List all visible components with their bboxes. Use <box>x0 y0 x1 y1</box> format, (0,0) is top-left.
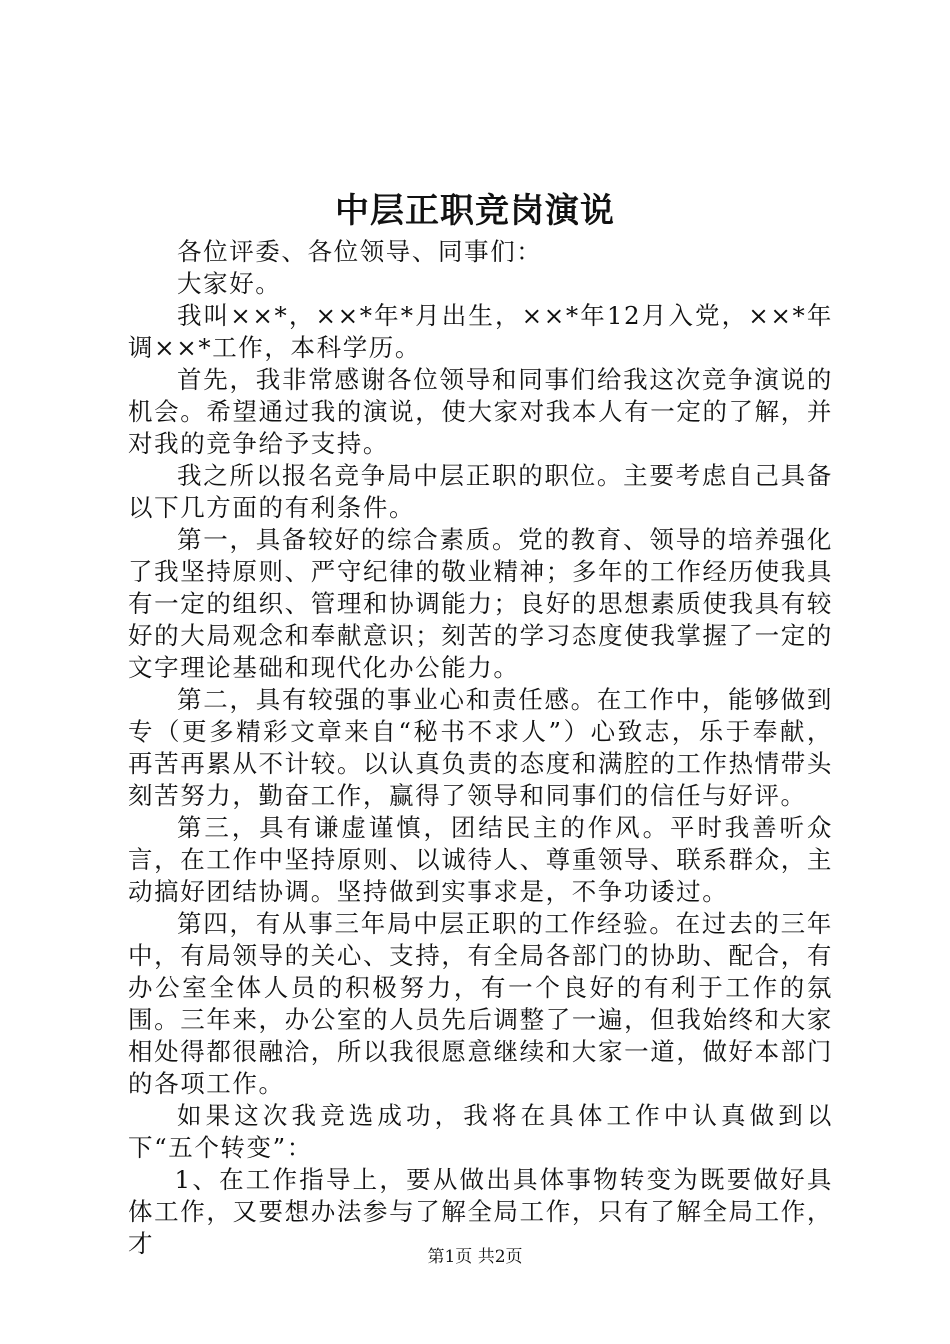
paragraph-thanks: 首先，我非常感谢各位领导和同事们给我这次竞争演说的机会。希望通过我的演说，使大家对我本人有一定的了解，并对我的竞争给予支持。 <box>128 365 833 458</box>
page-footer: 第1页 共2页 <box>427 1247 523 1267</box>
paragraph-fourth-point: 第四，有从事三年局中层正职的工作经验。在过去的三年中，有局领导的关心、支持，有全局各部门的协助、配合，有办公室全体人员的积极努力，有一个良好的有利于工作的氛围。三年来，办公室的人员先后调整了一遍，但我始终和大家相处得都很融洽，所以我很愿意继续和大家一道，做好本部门的各项工作。 <box>128 909 833 1098</box>
paragraph-five-changes: 如果这次我竞选成功，我将在具体工作中认真做到以下“五个转变”： <box>128 1101 833 1162</box>
paragraph-salutation: 各位评委、各位领导、同事们： <box>177 237 543 266</box>
paragraph-first-point: 第一，具备较好的综合素质。党的教育、领导的培养强化了我坚持原则、严守纪律的敬业精神；多年的工作经历使我具有一定的组织、管理和协调能力；良好的思想素质使我具有较好的大局观念和奉献意识；刻苦的学习态度使我掌握了一定的文字理论基础和现代化办公能力。 <box>128 525 833 682</box>
paragraph-self-intro: 我叫××*，××*年*月出生，××*年12月入党，××*年调××*工作，本科学历。 <box>128 301 833 362</box>
paragraph-third-point: 第三，具有谦虚谨慎，团结民主的作风。平时我善听众言，在工作中坚持原则、以诚待人、尊重领导、联系群众，主动搞好团结协调。坚持做到实事求是，不争功诿过。 <box>128 813 833 906</box>
document-title: 中层正职竞岗演说 <box>335 191 615 231</box>
document-body <box>128 236 833 1260</box>
paragraph-reason: 我之所以报名竞争局中层正职的职位。主要考虑自己具备以下几方面的有利条件。 <box>128 461 833 522</box>
paragraph-change-one: 1、在工作指导上，要从做出具体事物转变为既要做好具体工作，又要想办法参与了解全局工作，只有了解全局工作，才 <box>128 1165 833 1258</box>
paragraph-second-point: 第二，具有较强的事业心和责任感。在工作中，能够做到专（更多精彩文章来自“秘书不求人”）心致志，乐于奉献，再苦再累从不计较。以认真负责的态度和满腔的工作热情带头刻苦努力，勤奋工作，赢得了领导和同事们的信任与好评。 <box>128 685 833 810</box>
paragraph-greeting: 大家好。 <box>177 269 282 298</box>
